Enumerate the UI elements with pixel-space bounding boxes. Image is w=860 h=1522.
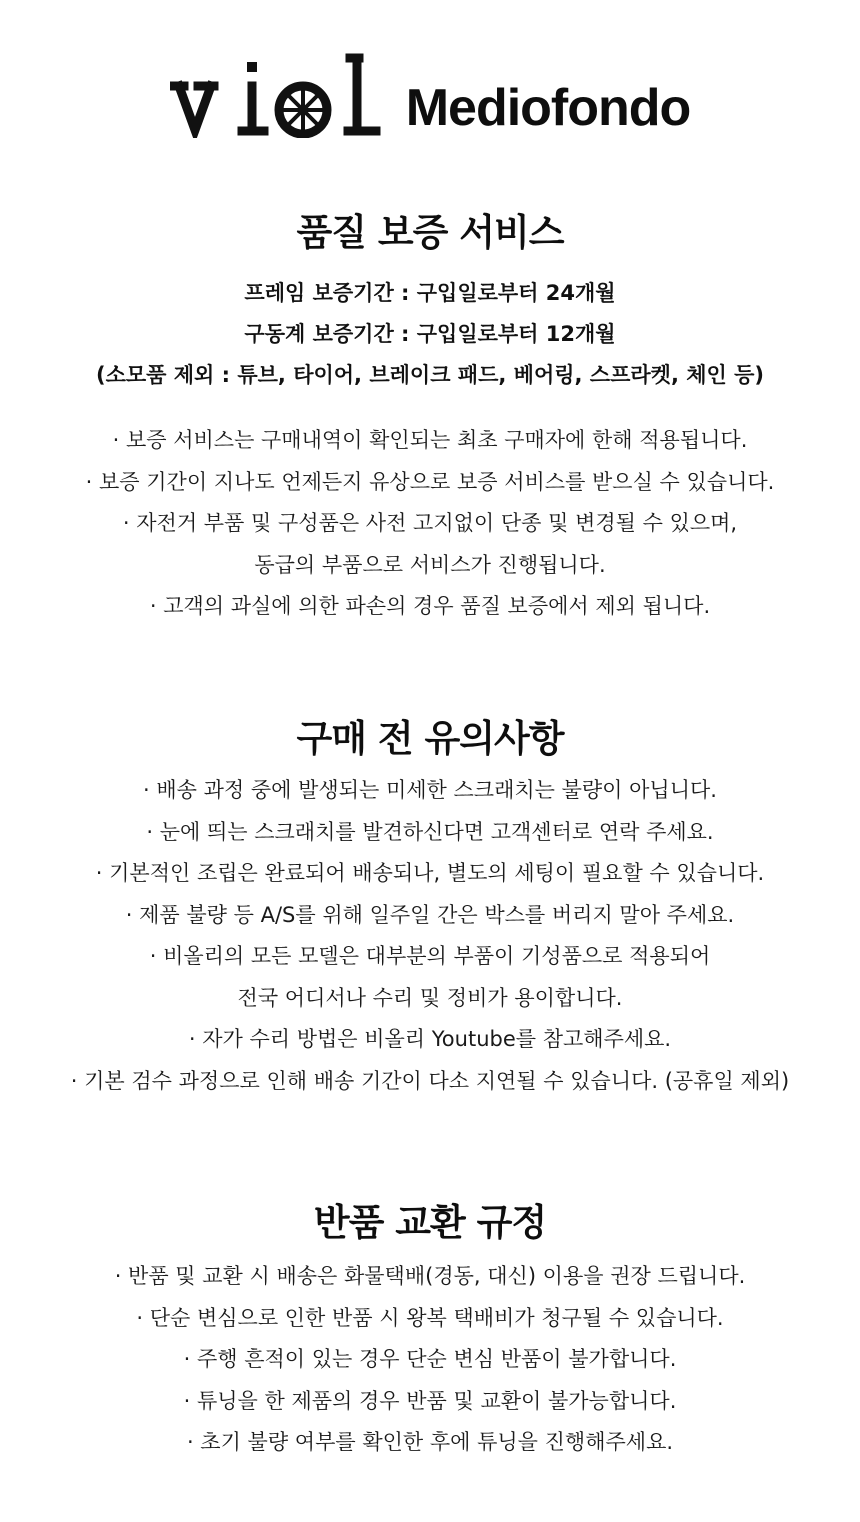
logo-letter-v [172, 86, 214, 130]
drivetrain-warranty-period: 구동계 보증기간 : 구입일로부터 12개월 [244, 322, 616, 346]
precautions-section [0, 714, 860, 1102]
warranty-periods [0, 273, 860, 396]
logo-letter-i [242, 86, 264, 131]
returns-section [0, 1198, 860, 1464]
warranty-title: 품질 보증 서비스 [296, 211, 564, 254]
returns-note: · 초기 불량 여부를 확인한 후에 튜닝을 진행해주세요. [186, 1430, 674, 1454]
warranty-note: · 보증 기간이 지나도 언제든지 유상으로 보증 서비스를 받으실 수 있습니다. [85, 469, 775, 494]
brand-lockup [170, 52, 691, 138]
precautions-notes [0, 770, 860, 1102]
returns-note: · 반품 및 교환 시 배송은 화물택배(경동, 대신) 이용을 권장 드립니다. [114, 1264, 746, 1288]
precaution-note: · 기본 검수 과정으로 인해 배송 기간이 다소 지연될 수 있습니다. (공휴일 제외) [70, 1068, 790, 1093]
warranty-note: · 보증 서비스는 구매내역이 확인되는 최초 구매자에 한해 적용됩니다. [112, 428, 748, 452]
precaution-note: · 배송 과정 중에 발생되는 미세한 스크래치는 불량이 아닙니다. [143, 778, 717, 802]
viol-logo [170, 52, 382, 138]
precaution-note: · 눈에 띄는 스크래치를 발견하신다면 고객센터로 연락 주세요. [146, 819, 714, 844]
precaution-note: 전국 어디서나 수리 및 정비가 용이합니다. [237, 985, 623, 1010]
precaution-note: · 제품 불량 등 A/S를 위해 일주일 간은 박스를 버리지 말아 주세요. [125, 902, 735, 927]
warranty-notes [0, 420, 860, 628]
precaution-note: · 기본적인 조립은 완료되어 배송되나, 별도의 세팅이 필요할 수 있습니다. [95, 861, 765, 885]
precaution-note: · 비올리의 모든 모델은 대부분의 부품이 기성품으로 적용되어 [149, 944, 711, 968]
returns-title: 반품 교환 규정 [313, 1201, 547, 1244]
returns-note: · 튜닝을 한 제품의 경우 반품 및 교환이 불가능합니다. [183, 1388, 677, 1413]
warranty-note: · 고객의 과실에 의한 파손의 경우 품질 보증에서 제외 됩니다. [149, 594, 711, 618]
precautions-title: 구매 전 유의사항 [296, 717, 564, 760]
returns-notes [0, 1256, 860, 1464]
consumables-exclusion: (소모품 제외 : 튜브, 타이어, 브레이크 패드, 베어링, 스프라켓, 체인 등) [95, 363, 765, 387]
returns-note: · 주행 흔적이 있는 경우 단순 변심 반품이 불가합니다. [183, 1347, 677, 1371]
precaution-note: · 자가 수리 방법은 비올리 Youtube를 참고해주세요. [188, 1027, 672, 1051]
page-header [0, 46, 860, 138]
warranty-note: · 자전거 부품 및 구성품은 사전 고지없이 단종 및 변경될 수 있으며, [122, 511, 738, 535]
logo-dot [247, 62, 257, 72]
logo-letter-l [348, 58, 376, 131]
warranty-section [0, 208, 860, 628]
model-name: Mediofondo [405, 79, 691, 137]
warranty-note: 동급의 부품으로 서비스가 진행됩니다. [254, 552, 606, 577]
returns-note: · 단순 변심으로 인한 반품 시 왕복 택배비가 청구될 수 있습니다. [136, 1305, 724, 1330]
bicycle-wheel-icon [279, 86, 327, 134]
frame-warranty-period: 프레임 보증기간 : 구입일로부터 24개월 [244, 281, 616, 305]
